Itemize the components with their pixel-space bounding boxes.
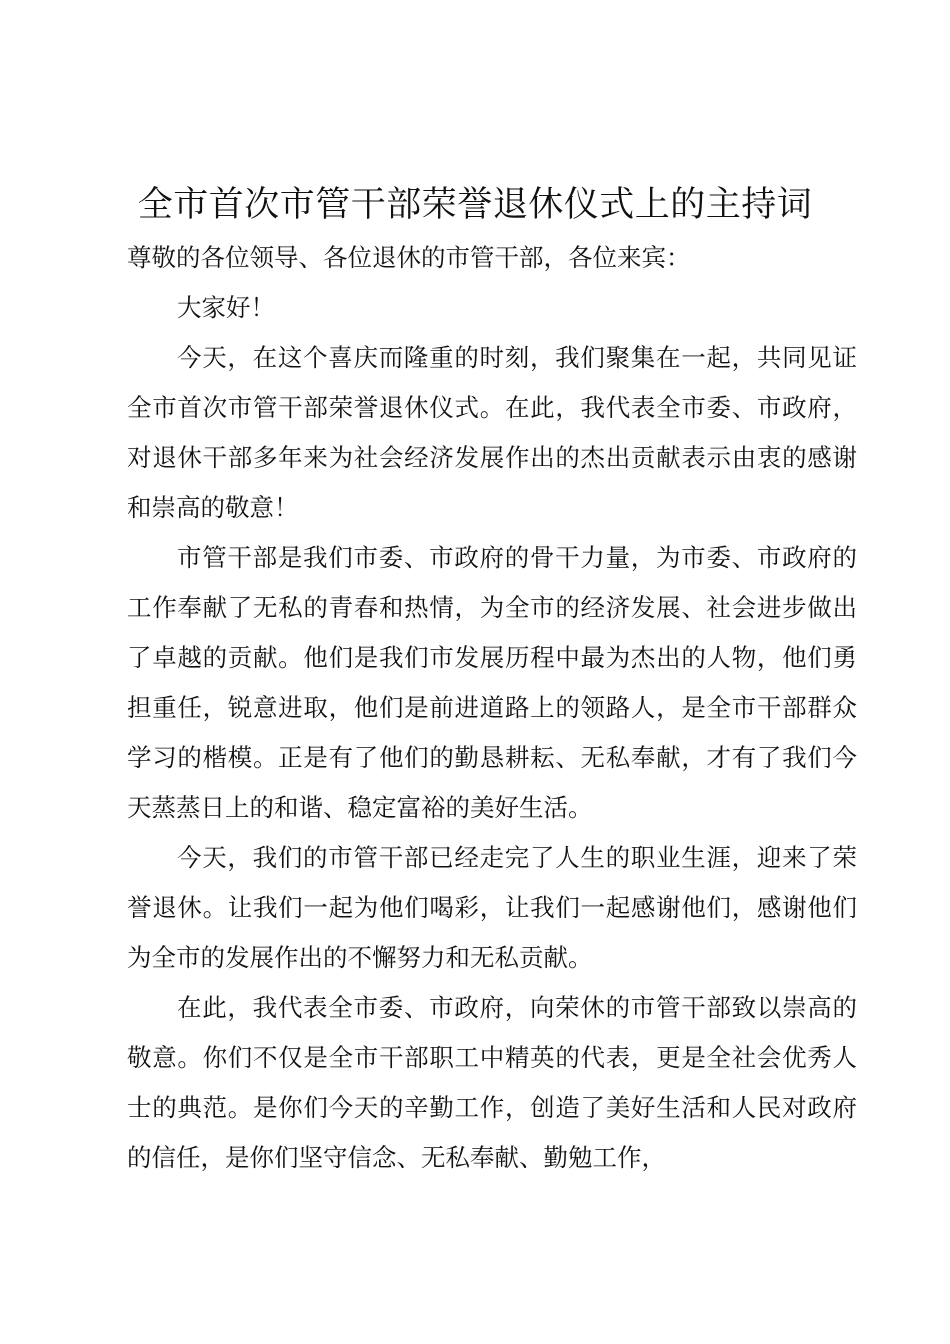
salutation: 尊敬的各位领导、各位退休的市管干部，各位来宾：: [127, 243, 691, 272]
paragraph-greeting: 大家好！: [177, 293, 275, 322]
paragraph-tribute: 在此，我代表全市委、市政府，向荣休的市管干部致以崇高的敬意。你们不仅是全市干部职工中精英的代表，更是全社会优秀人士的典范。是你们今天的辛勤工作，创造了美好生活和人民对政府的信任，是你们坚守信念、无私奉献、勤勉工作，: [127, 993, 857, 1172]
document-title: 全市首次市管干部荣誉退休仪式上的主持词: [137, 185, 813, 225]
paragraph-retirement: 今天，我们的市管干部已经走完了人生的职业生涯，迎来了荣誉退休。让我们一起为他们喝彩，让我们一起感谢他们，感谢他们为全市的发展作出的不懈努力和无私贡献。: [127, 843, 857, 972]
paragraph-cadres-role: 市管干部是我们市委、市政府的骨干力量，为市委、市政府的工作奉献了无私的青春和热情，为全市的经济发展、社会进步做出了卓越的贡献。他们是我们市发展历程中最为杰出的人物，他们勇担重任，锐意进取，他们是前进道路上的领路人，是全市干部群众学习的楷模。正是有了他们的勤恳耕耘、无私奉献，才有了我们今天蒸蒸日上的和谐、稳定富裕的美好生活。: [127, 543, 857, 822]
paragraph-opening: 今天，在这个喜庆而隆重的时刻，我们聚集在一起，共同见证全市首次市管干部荣誉退休仪式。在此，我代表全市委、市政府，对退休干部多年来为社会经济发展作出的杰出贡献表示由衷的感谢和崇高的敬意！: [127, 343, 857, 522]
